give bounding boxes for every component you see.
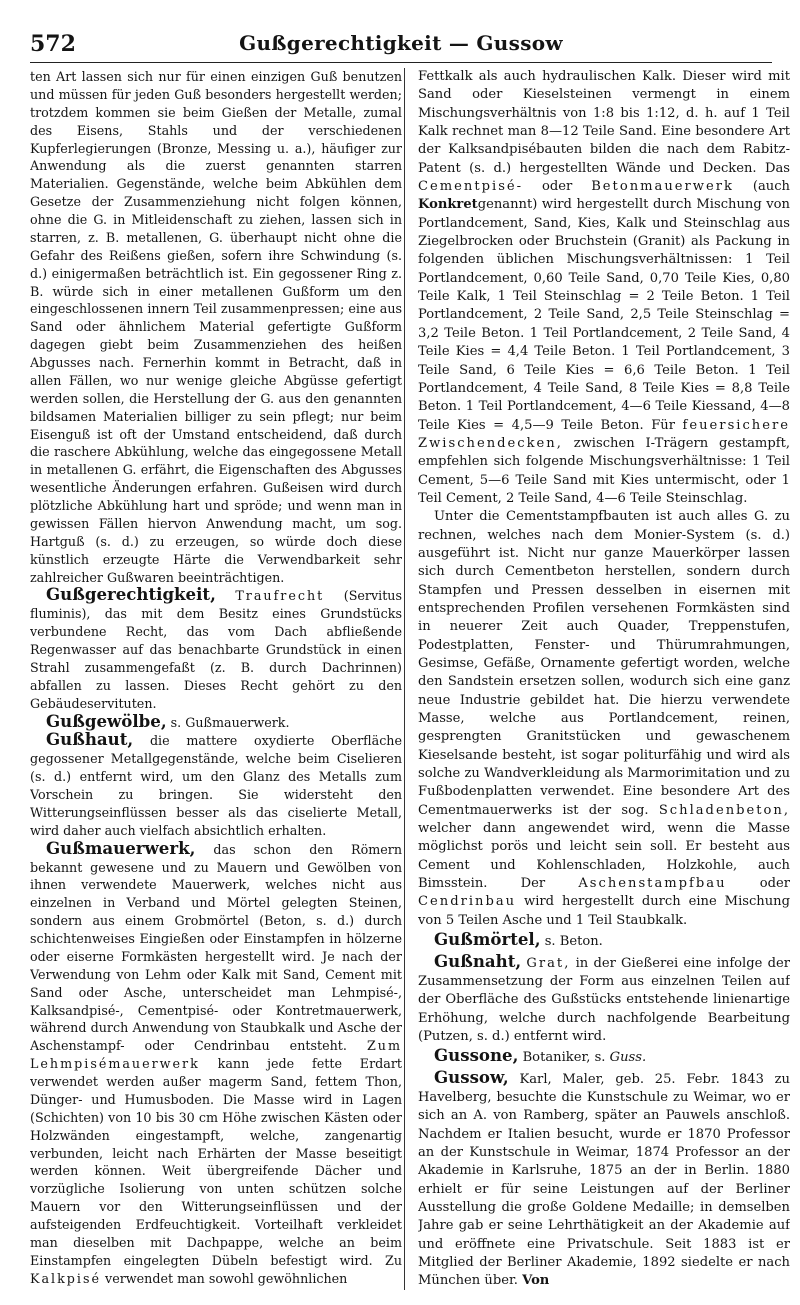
- entry-gussnaht: [418, 952, 790, 1047]
- page-number: 572: [30, 31, 76, 57]
- paragraph-text: welcher dann angewendet wird, wenn die Masse möglichst porös und leicht sein soll. Er besteht aus Cement und Kohlenschladen, Holzkohle, auch Bimsstein. Der: [418, 821, 790, 892]
- entry-text: s. Gußmauerwerk.: [170, 714, 290, 730]
- entry-headword: Gussone,: [434, 1045, 519, 1066]
- entry-text: das schon den Römern bekannt gewesene und zu Mauern und Gewölben von ihnen verwendete Mauerwerk, welches nicht aus einzelnen in Verband und Mörtel gelegten Steinen, sondern aus einem Grobmörtel (Beton, s. d.) durch schichtenweises Eingießen oder Einstampfen in hölzerne oder eiserne Formkästen hergestellt wird. Je nach der Verwendung von Lehm oder Kalk mit Sand, Cement mit Sand oder Asche, unterscheidet man Lehmpisé-, Kalksandpisé-, Cementpisé- oder Kontretmauerwerk, während durch Anwendung von Staubkalk und Asche der Aschenstampf- oder Cendrinbau entsteht.: [30, 841, 402, 1054]
- paragraph-text: wird hergestellt durch eine Mischung von 5 Teilen Asche und 1 Teil Staubkalk.: [418, 894, 790, 928]
- paragraph-text: genannt) wird hergestellt durch Mischung von Portlandcement, Sand, Kies, Kalk und Steinschlag aus Ziegelbrocken oder Bruchstein (Granit) als Packung in folgenden üblichen Mischungsverhältnissen: 1 Teil Portlandcement, 0,60 Teile Sand, 0,70 Teile Kies, 0,80 Teile Kalk, 1 Teil Steinschlag = 2 Teile Beton. 1 Teil Portlandcement, 2 Teile Sand, 2,5 Teile Steinschlag = 3,2 Teile Beton. 1 Teil Portlandcement, 2 Teile Sand, 4 Teile Kies = 4,4 Teile Beton. 1 Teil Portlandcement, 3 Teile Sand, 6 Teile Kies = 6,6 Teile Beton. 1 Teil Portlandcement, 4 Teile Sand, 8 Teile Kies = 8,8 Teile Beton. 1 Teil Portlandcement, 4—6 Teile Kiessand, 4—8 Teile Kies = 4,5—9 Teile Beton. Für: [418, 197, 790, 433]
- entry-headword: Gußgerechtigkeit,: [46, 584, 216, 605]
- paragraph-text: Fettkalk als auch hydraulischen Kalk. Dieser wird mit Sand oder Kieselsteinen vermengt in einem Mischungsverhältnis von 1:8 bis 1:12, d. h. auf 1 Teil Kalk rechnet man 8—12 Teile Sand. Eine besondere Art der Kalksandpisébauten bilden die nach dem Rabitz-Patent (s. d.) hergestellten Wände und Decken. Das: [418, 69, 790, 176]
- left-column: [30, 68, 402, 1296]
- page-header: [30, 28, 772, 63]
- entry-text: (Servitus fluminis), das mit dem Besitz eines Grundstücks verbundene Recht, das vom Dach abfließende Regenwasser auf das benachbarte Grundstück in einen Strahl zusammengefaßt (z. B. durch Dachrinnen) abfallen zu lassen. Dieses Recht gehört zu den Gebäudeservituten.: [30, 588, 402, 711]
- spaced-term: Cementpisé-: [418, 179, 524, 195]
- entry-headword: Gußnaht,: [434, 950, 522, 971]
- continuation-paragraph: [418, 68, 790, 508]
- entry-text: in der Gießerei eine infolge der Zusammensetzung der Form aus einzelnen Teilen auf der Oberfläche des Gußstücks entstehende linienartige Erhöhung, welche durch nachfolgende Bearbeitung (Putzen, s. d.) entfernt wird.: [418, 955, 790, 1044]
- entry-text: die mattere oxydierte Oberfläche gegossener Metallgegenstände, welche beim Ciselieren (s. d.) entfernt wird, um den Glanz des Metalls zum Vorschein zu bringen. Sie widersteht den Witterungseinflüssen besser als das ciselierte Metall, wird daher auch vielfach absichtlich erhalten.: [30, 733, 402, 838]
- paragraph-text: oder: [542, 179, 573, 195]
- spaced-term: Betonmauerwerk: [591, 179, 734, 195]
- entry-headword: Gußgewölbe,: [46, 710, 167, 731]
- paragraph-text: ten Art lassen sich nur für einen einzigen Guß benutzen und müssen für jeden Guß besonders hergestellt werden; trotzdem kommen sie beim Gießen der Metalle, zumal des Eisens, Stahls und der verschiedenen Kupferlegierungen (Bronze, Messing u. a.), häufiger zur Anwendung als die zuerst genannten starren Materialien. Gegenstände, welche beim Abkühlen dem Gesetze der Zusammenziehung nicht folgen können, ohne die G. in Mitleidenschaft zu ziehen, lassen sich in starren, z. B. metallenen, G. überhaupt nicht ohne die Gefahr des Reißens gießen, sofern ihre Schwindung (s. d.) einigermaßen beträchtlich ist. Ein gegossener Ring z. B. würde sich in einer metallenen Gußform um den eingeschlossenen innern Teil zusammenpressen; eine aus Sand oder ähnlichem Material gefertigte Gußform dagegen giebt beim Zusammenziehen des heißen Abgusses nach. Fernerhin kommt in Betracht, daß in allen Fällen, wo nur wenige gleiche Abgüsse gefertigt werden sollen, die Herstellung der G. aus den genannten bildsamen Materialien billiger zu sein pflegt; nur beim Eisenguß ist oft der Umstand entscheidend, daß durch die raschere Abkühlung, welche das eingegossene Metall in metallenen G. erfährt, die Eigenschaften des Abgusses wesentliche Änderungen erfahren. Gußeisen wird durch plötzliche Abkühlung hart und spröde; und wenn man in gewissen Fällen hiervon Anwendung macht, um sog. Hartguß (s. d.) zu erzeugen, so würde doch diese künstlich erzeugte Härte die Verwendbarkeit sehr zahlreicher Gußwaren beeinträchtigen.: [30, 69, 402, 585]
- entry-headword: Gußmauerwerk,: [46, 837, 196, 858]
- entry-gussmauerwerk: [30, 837, 402, 1288]
- entry-text: verwendet man sowohl gewöhnlichen: [105, 1270, 348, 1286]
- paragraph-text: oder: [759, 876, 790, 892]
- spaced-term: Traufrecht: [235, 588, 325, 604]
- entry-gusshaut: [30, 731, 402, 839]
- bold-term: Konkret: [418, 197, 478, 213]
- running-head: Gußgerechtigkeit — Gussow: [239, 31, 563, 55]
- catchword: Von: [522, 1273, 550, 1289]
- paragraph-text: zwischen I-Trägern gestampft, empfehlen sich folgende Mischungsverhältnisse: 1 Teil Cement, 5—6 Teile Sand mit Kies untermischt, oder 1 Teil Cement, 2 Teile Sand, 4—6 Teile Steinschlag.: [418, 435, 790, 506]
- spaced-term: Zum Lehmpisémauerwerk: [30, 1038, 402, 1072]
- paragraph-cementstampfbauten: [418, 508, 790, 930]
- spaced-term: Aschenstampfbau: [578, 876, 727, 892]
- entry-headword: Gussow,: [434, 1066, 509, 1087]
- entry-gussgerechtigkeit: [30, 586, 402, 712]
- right-column: [418, 68, 790, 1296]
- entry-text: s. Beton.: [544, 934, 603, 950]
- entry-text: Botaniker, s.: [522, 1050, 606, 1066]
- entry-headword: Gußhaut,: [46, 729, 134, 750]
- paragraph-text: Unter die Cementstampfbauten ist auch alles G. zu rechnen, welches nach dem Monier-System (s. d.) ausgeführt ist. Nicht nur ganze Mauerkörper lassen sich durch Cementbeton herstellen, sondern durch Stampfen und Pressen desselben in eisernen mit entsprechenden Profilen versehenen Formkästen sind in neuerer Zeit auch Quader, Treppenstufen, Podestplatten, Fenster- und Thürumrahmungen, Gesimse, Gefäße, Ornamente gefertigt worden, welche den Sandstein ersetzen sollen, wodurch sich eine ganz neue Industrie gebildet hat. Die hierzu verwendete Masse, welche aus Portlandcement, reinen, gesprengten Granitstücken und gewaschenem Kieselsande besteht, ist sogar politurfähig und wird als solche zu Wandverkleidung als Marmorimitation und zu Fußbodenplatten verwendet. Eine besondere Art des Cementmauerwerks ist der sog.: [418, 509, 790, 818]
- spaced-term: feuersichere Zwischendecken,: [418, 417, 790, 451]
- spaced-term: Cendrinbau: [418, 894, 517, 910]
- column-divider: [404, 68, 405, 1290]
- entry-text: Karl, Maler, geb. 25. Febr. 1843 zu Havelberg, besuchte die Kunstschule zu Weimar, wo er sich an A. von Ramberg, später an Pauwels anschloß. Nachdem er Italien besucht, wurde er 1870 Professor an der Kunstschule in Weimar, 1874 Professor an der Akademie in Karlsruhe, 1875 an der in Berlin. 1880 erhielt er für seine Leistungen auf der Berliner Ausstellung die große Goldene Medaille; in demselben Jahre gab er seine Lehrthätigkeit an der Akademie auf und eröffnete eine Privatschule. Seit 1883 ist er Mitglied der Berliner Akademie, 1892 siedelte er nach München über.: [418, 1071, 790, 1289]
- spaced-term: Grat,: [526, 955, 571, 971]
- entry-gussone: [418, 1046, 790, 1067]
- entry-text: kann jede fette Erdart verwendet werden außer magerm Sand, fettem Thon, Dünger- und Humusboden. Die Masse wird in Lagen (Schichten) von 10 bis 30 cm Höhe zwischen Kästen oder Holzwänden eingestampft, welche, zangenartig verbunden, leicht nach Erhärten der Masse beseitigt werden können. Weit übergreifende Dächer und vorzügliche Isolierung von unten schützen solche Mauern vor den Witterungseinflüssen und der aufsteigenden Erdfeuchtigkeit. Vorteilhaft verkleidet man dieselben mit Dachpappe, welche an beim Einstampfen eingelegten Dübeln befestigt wird. Zu: [30, 1056, 402, 1268]
- spaced-term: Schladenbeton,: [658, 802, 790, 818]
- entry-gussmoertel: [418, 930, 790, 951]
- continuation-paragraph: [30, 68, 402, 586]
- entry-gussow: [418, 1068, 790, 1291]
- entry-headword: Gußmörtel,: [434, 929, 541, 950]
- paragraph-text: (auch: [752, 179, 790, 195]
- italic-reference: Guss.: [609, 1050, 647, 1066]
- spaced-term: Kalkpisé: [30, 1270, 101, 1286]
